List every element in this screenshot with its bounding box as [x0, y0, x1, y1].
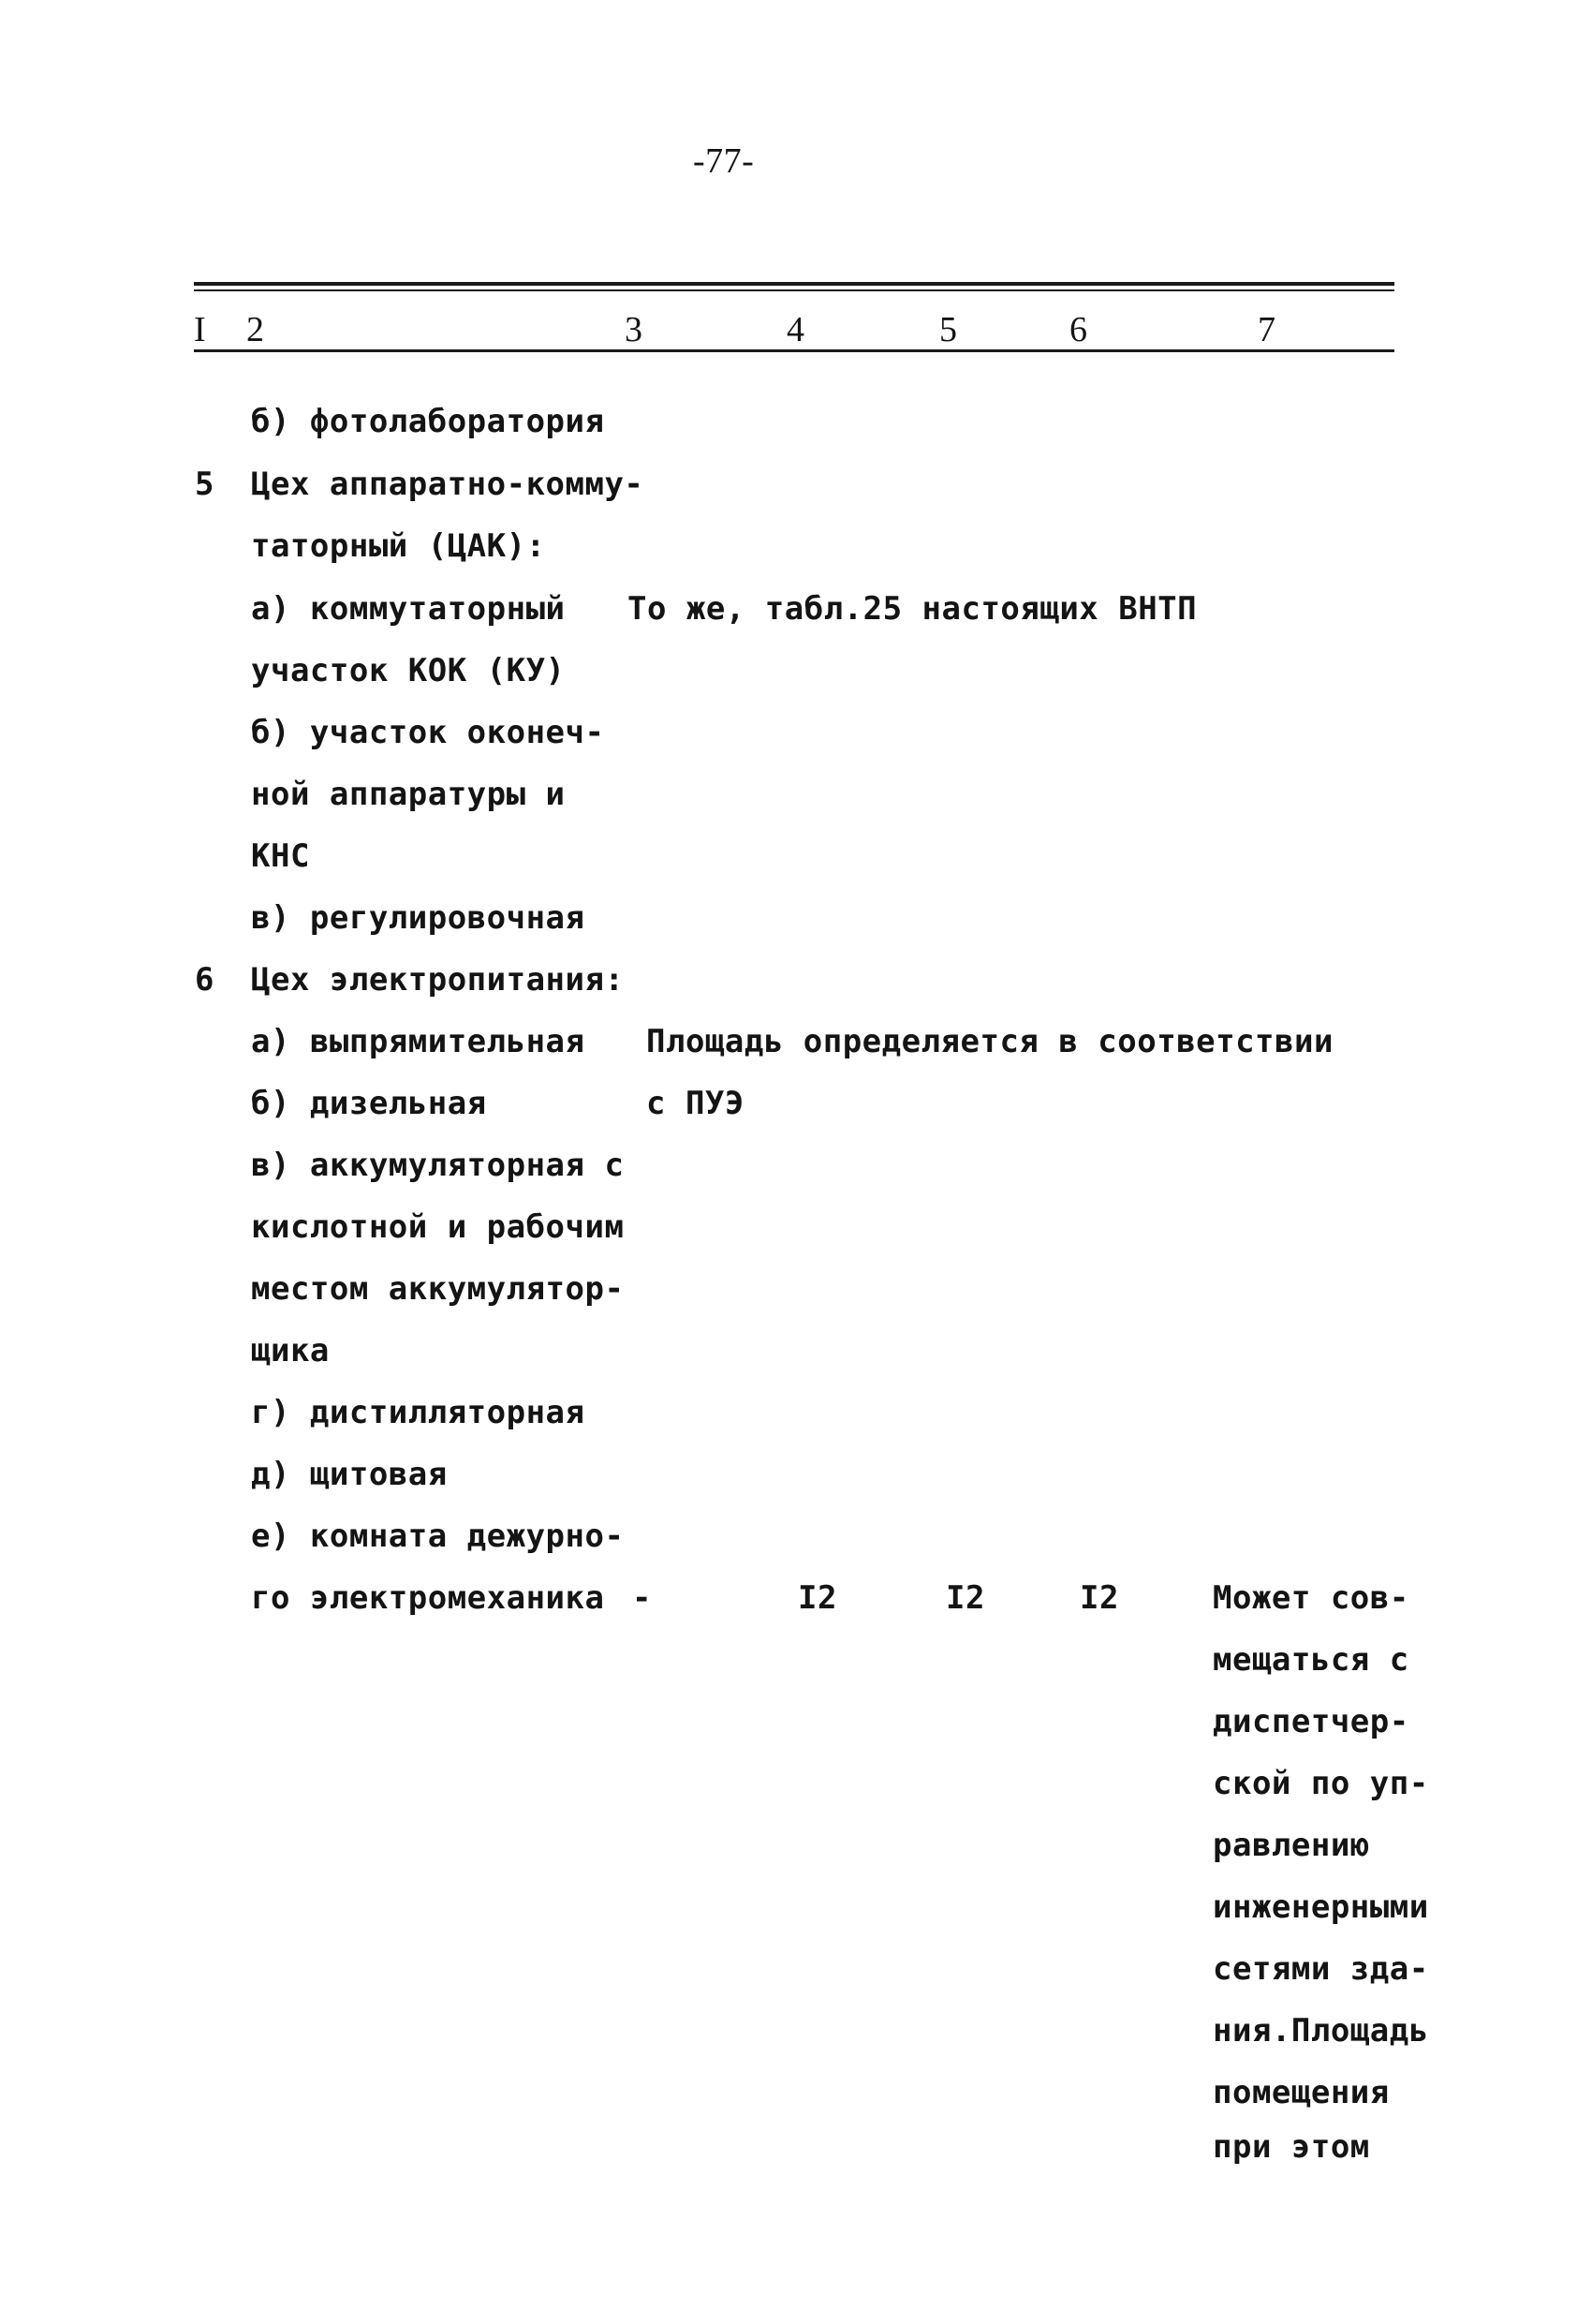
note-line-7: сетями зда- — [1213, 1950, 1429, 1988]
row-terminal-equipment-cont2: КНС — [251, 837, 310, 875]
column-header-6: 6 — [1069, 310, 1088, 349]
note-line-3: диспетчер- — [1213, 1703, 1409, 1740]
column-header-2: 2 — [246, 310, 265, 349]
row-rectifier: а) выпрямительная — [251, 1023, 585, 1060]
row-duty-room: е) комната дежурно- — [251, 1517, 625, 1555]
column-header-1: I — [194, 310, 207, 349]
note-area-determined: Площадь определяется в соответствии — [646, 1023, 1334, 1060]
row-switchboard: а) коммутаторный — [251, 590, 566, 628]
note-line-10: при этом — [1213, 2128, 1370, 2166]
row-terminal-equipment: б) участок оконеч- — [251, 714, 605, 751]
row-hardware-switch-shop: Цех аппаратно-комму- — [251, 466, 644, 503]
note-line-4: ской по уп- — [1213, 1765, 1429, 1802]
table-top-rule — [194, 282, 1394, 286]
row-switchgear: д) щитовая — [251, 1456, 448, 1493]
cell-col4-value: I2 — [798, 1579, 837, 1617]
note-line-2: мещаться с — [1213, 1641, 1409, 1679]
cell-col5-value: I2 — [946, 1579, 985, 1617]
row-battery-room-cont: кислотной и рабочим — [251, 1208, 625, 1246]
row-battery-room-cont2: местом аккумулятор- — [251, 1270, 625, 1308]
note-line-9: помещения — [1213, 2074, 1390, 2111]
row-number-5: 5 — [195, 466, 214, 503]
row-battery-room: в) аккумуляторная с — [251, 1147, 625, 1184]
row-number-6: 6 — [195, 961, 214, 999]
row-battery-room-cont3: щика — [251, 1332, 330, 1369]
header-bottom-rule — [194, 349, 1394, 352]
table-top-rule-thin — [194, 289, 1394, 291]
note-line-1: Может сов- — [1213, 1579, 1409, 1617]
cell-col3-dash: - — [632, 1579, 652, 1617]
column-header-4: 4 — [787, 310, 805, 349]
row-diesel: б) дизельная — [251, 1085, 487, 1122]
row-photolab: б) фотолаборатория — [251, 403, 605, 440]
page-number: -77- — [693, 141, 755, 181]
row-adjustment: в) регулировочная — [251, 899, 585, 937]
row-switchboard-cont: участок КОК (КУ) — [251, 652, 566, 689]
column-header-7: 7 — [1258, 310, 1276, 349]
note-line-6: инженерными — [1213, 1888, 1429, 1926]
row-duty-room-cont: го электромеханика — [251, 1579, 605, 1617]
cell-col6-value: I2 — [1080, 1579, 1119, 1617]
note-pue: с ПУЭ — [646, 1085, 744, 1122]
column-header-5: 5 — [939, 310, 958, 349]
column-header-3: 3 — [625, 310, 643, 349]
row-distiller: г) дистилляторная — [251, 1394, 585, 1431]
row-power-shop: Цех электропитания: — [251, 961, 625, 999]
note-line-8: ния.Площадь — [1213, 2012, 1429, 2050]
note-same-as-table25: То же, табл.25 настоящих ВНТП — [627, 590, 1198, 628]
note-line-5: равлению — [1213, 1827, 1370, 1864]
row-hardware-switch-shop-cont: таторный (ЦАК): — [251, 527, 546, 565]
row-terminal-equipment-cont: ной аппаратуры и — [251, 776, 566, 813]
